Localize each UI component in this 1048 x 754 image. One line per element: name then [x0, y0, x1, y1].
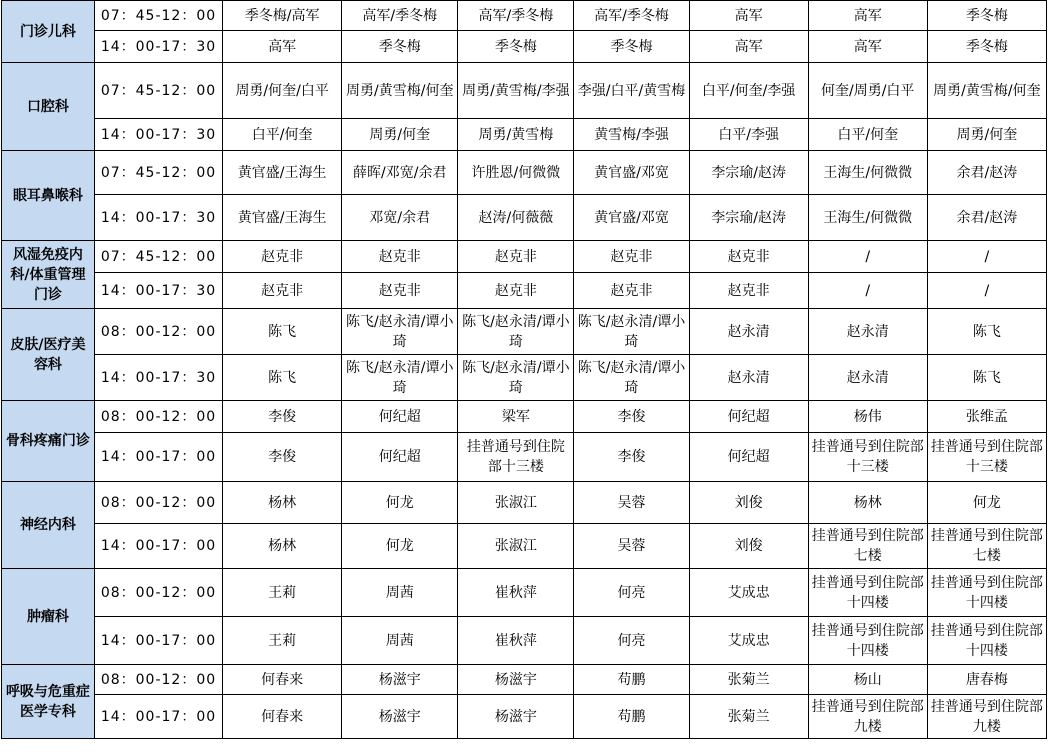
time-slot: 14：00-17：30 — [94, 31, 222, 63]
schedule-row — [2, 1, 1047, 31]
doctor-cell: 何纪超 — [342, 433, 458, 482]
doctor-cell: 陈飞 — [223, 309, 342, 355]
doctor-cell: 何亮 — [574, 617, 689, 665]
doctor-cell: 李俊 — [574, 433, 689, 482]
doctor-cell: 黄官盛/王海生 — [223, 195, 342, 241]
doctor-cell: 杨伟 — [808, 401, 927, 433]
doctor-cell: 何奎/周勇/白平 — [808, 63, 927, 119]
doctor-cell: 杨滋宇 — [458, 695, 574, 739]
time-slot: 07：45-12：00 — [94, 63, 222, 119]
doctor-cell: 季冬梅 — [927, 31, 1046, 63]
doctor-cell: 赵克非 — [458, 273, 574, 309]
doctor-cell: 赵克非 — [574, 273, 689, 309]
doctor-cell: 周勇/何奎 — [342, 119, 458, 151]
doctor-cell: 薛晖/邓宽/余君 — [342, 151, 458, 195]
doctor-cell: 苟鹏 — [574, 695, 689, 739]
doctor-cell: 刘俊 — [689, 482, 808, 524]
doctor-cell: 赵克非 — [689, 241, 808, 273]
schedule-row — [2, 151, 1047, 195]
time-slot: 14：00-17：00 — [94, 617, 222, 665]
doctor-cell: 杨林 — [808, 482, 927, 524]
department-name: 皮肤/医疗美容科 — [2, 309, 95, 401]
time-slot: 08：00-12：00 — [94, 309, 222, 355]
schedule-row — [2, 524, 1047, 569]
time-slot: 08：00-12：00 — [94, 665, 222, 695]
doctor-cell: 高军 — [808, 31, 927, 63]
doctor-cell: 何纪超 — [342, 401, 458, 433]
schedule-row — [2, 273, 1047, 309]
doctor-cell: 赵涛/何薇薇 — [458, 195, 574, 241]
doctor-cell: 李宗瑜/赵涛 — [689, 195, 808, 241]
schedule-row — [2, 433, 1047, 482]
doctor-cell: / — [808, 241, 927, 273]
schedule-table — [1, 0, 1047, 739]
doctor-cell: / — [808, 273, 927, 309]
doctor-cell: 挂普通号到住院部十四楼 — [927, 569, 1046, 617]
doctor-cell: 何纪超 — [689, 433, 808, 482]
doctor-cell: 杨滋宇 — [458, 665, 574, 695]
department-name: 风湿免疫内科/体重管理门诊 — [2, 241, 95, 309]
doctor-cell: 何龙 — [342, 524, 458, 569]
doctor-cell: 李俊 — [574, 401, 689, 433]
doctor-cell: 赵克非 — [342, 273, 458, 309]
doctor-cell: 张菊兰 — [689, 665, 808, 695]
doctor-cell: 季冬梅 — [927, 1, 1046, 31]
doctor-cell: 崔秋萍 — [458, 617, 574, 665]
doctor-cell: 杨林 — [223, 482, 342, 524]
doctor-cell: 李俊 — [223, 401, 342, 433]
doctor-cell: 高军 — [223, 31, 342, 63]
time-slot: 14：00-17：30 — [94, 273, 222, 309]
doctor-cell: 何春来 — [223, 695, 342, 739]
department-name: 骨科疼痛门诊 — [2, 401, 95, 482]
time-slot: 08：00-12：00 — [94, 401, 222, 433]
doctor-cell: 杨滋宇 — [342, 665, 458, 695]
doctor-cell: 许胜恩/何微微 — [458, 151, 574, 195]
time-slot: 08：00-12：00 — [94, 569, 222, 617]
doctor-cell: 余君/赵涛 — [927, 151, 1046, 195]
doctor-cell: 陈飞 — [927, 355, 1046, 401]
doctor-cell: 邓宽/余君 — [342, 195, 458, 241]
doctor-cell: 黄官盛/王海生 — [223, 151, 342, 195]
schedule-row — [2, 665, 1047, 695]
doctor-cell: 挂普通号到住院部十三楼 — [808, 433, 927, 482]
doctor-cell: 挂普通号到住院部九楼 — [808, 695, 927, 739]
doctor-cell: 周茜 — [342, 569, 458, 617]
doctor-cell: / — [927, 241, 1046, 273]
doctor-cell: 陈飞/赵永清/谭小琦 — [342, 355, 458, 401]
doctor-cell: 陈飞 — [927, 309, 1046, 355]
doctor-cell: 艾成忠 — [689, 617, 808, 665]
doctor-cell: 张维孟 — [927, 401, 1046, 433]
schedule-row — [2, 617, 1047, 665]
department-name: 门诊儿科 — [2, 1, 95, 63]
doctor-cell: 挂普通号到住院部十三楼 — [927, 433, 1046, 482]
schedule-row — [2, 695, 1047, 739]
doctor-cell: 王莉 — [223, 569, 342, 617]
doctor-cell: 周勇/黄雪梅/何奎 — [342, 63, 458, 119]
time-slot: 14：00-17：30 — [94, 195, 222, 241]
doctor-cell: 何龙 — [927, 482, 1046, 524]
doctor-cell: 周勇/何奎 — [927, 119, 1046, 151]
schedule-row — [2, 355, 1047, 401]
time-slot: 07：45-12：00 — [94, 241, 222, 273]
department-name: 肿瘤科 — [2, 569, 95, 665]
doctor-cell: 高军/季冬梅 — [458, 1, 574, 31]
time-slot: 07：45-12：00 — [94, 151, 222, 195]
doctor-cell: 赵克非 — [223, 241, 342, 273]
doctor-cell: 陈飞/赵永清/谭小琦 — [574, 309, 689, 355]
doctor-cell: 赵克非 — [689, 273, 808, 309]
doctor-cell: 赵永清 — [808, 309, 927, 355]
schedule-row — [2, 63, 1047, 119]
doctor-cell: 何春来 — [223, 665, 342, 695]
doctor-cell: 杨山 — [808, 665, 927, 695]
doctor-cell: 白平/李强 — [689, 119, 808, 151]
time-slot: 08：00-12：00 — [94, 482, 222, 524]
doctor-cell: 张淑江 — [458, 482, 574, 524]
doctor-cell: 挂普通号到住院部十四楼 — [927, 617, 1046, 665]
doctor-cell: 周勇/黄雪梅/李强 — [458, 63, 574, 119]
doctor-cell: 杨滋宇 — [342, 695, 458, 739]
doctor-cell: 季冬梅 — [342, 31, 458, 63]
doctor-cell: 季冬梅 — [574, 31, 689, 63]
doctor-cell: 挂普通号到住院部七楼 — [808, 524, 927, 569]
schedule-row — [2, 31, 1047, 63]
doctor-cell: 吴蓉 — [574, 482, 689, 524]
doctor-cell: 周勇/黄雪梅 — [458, 119, 574, 151]
doctor-cell: 周勇/何奎/白平 — [223, 63, 342, 119]
doctor-cell: 白平/何奎 — [223, 119, 342, 151]
doctor-cell: 张菊兰 — [689, 695, 808, 739]
time-slot: 14：00-17：00 — [94, 524, 222, 569]
schedule-row — [2, 401, 1047, 433]
doctor-cell: 黄官盛/邓宽 — [574, 195, 689, 241]
doctor-cell: 赵克非 — [342, 241, 458, 273]
doctor-cell: 周茜 — [342, 617, 458, 665]
time-slot: 14：00-17：00 — [94, 433, 222, 482]
doctor-cell: 何亮 — [574, 569, 689, 617]
time-slot: 07：45-12：00 — [94, 1, 222, 31]
doctor-cell: 张淑江 — [458, 524, 574, 569]
doctor-cell: 赵克非 — [458, 241, 574, 273]
doctor-cell: 赵克非 — [223, 273, 342, 309]
time-slot: 14：00-17：30 — [94, 119, 222, 151]
doctor-cell: 白平/何奎/李强 — [689, 63, 808, 119]
department-name: 口腔科 — [2, 63, 95, 151]
doctor-cell: 高军 — [808, 1, 927, 31]
schedule-row — [2, 241, 1047, 273]
doctor-cell: 陈飞 — [223, 355, 342, 401]
doctor-cell: 梁军 — [458, 401, 574, 433]
doctor-cell: 陈飞/赵永清/谭小琦 — [458, 355, 574, 401]
doctor-cell: 王海生/何微微 — [808, 195, 927, 241]
schedule-row — [2, 569, 1047, 617]
doctor-cell: 赵克非 — [574, 241, 689, 273]
doctor-cell: 李强/白平/黄雪梅 — [574, 63, 689, 119]
doctor-cell: 挂普通号到住院部十四楼 — [808, 569, 927, 617]
department-name: 神经内科 — [2, 482, 95, 569]
doctor-cell: / — [927, 273, 1046, 309]
doctor-cell: 陈飞/赵永清/谭小琦 — [342, 309, 458, 355]
doctor-cell: 吴蓉 — [574, 524, 689, 569]
doctor-cell: 陈飞/赵永清/谭小琦 — [574, 355, 689, 401]
doctor-cell: 周勇/黄雪梅/何奎 — [927, 63, 1046, 119]
doctor-cell: 高军 — [689, 1, 808, 31]
doctor-cell: 挂普通号到住院部九楼 — [927, 695, 1046, 739]
doctor-cell: 王莉 — [223, 617, 342, 665]
schedule-row — [2, 195, 1047, 241]
doctor-cell: 唐春梅 — [927, 665, 1046, 695]
doctor-cell: 高军/季冬梅 — [574, 1, 689, 31]
doctor-cell: 刘俊 — [689, 524, 808, 569]
schedule-row — [2, 309, 1047, 355]
doctor-cell: 王海生/何微微 — [808, 151, 927, 195]
doctor-cell: 挂普通号到住院部十四楼 — [808, 617, 927, 665]
doctor-cell: 苟鹏 — [574, 665, 689, 695]
doctor-cell: 杨林 — [223, 524, 342, 569]
doctor-cell: 李宗瑜/赵涛 — [689, 151, 808, 195]
doctor-cell: 季冬梅 — [458, 31, 574, 63]
doctor-cell: 挂普通号到住院部十三楼 — [458, 433, 574, 482]
doctor-cell: 何龙 — [342, 482, 458, 524]
doctor-cell: 黄官盛/邓宽 — [574, 151, 689, 195]
time-slot: 14：00-17：30 — [94, 355, 222, 401]
department-name: 眼耳鼻喉科 — [2, 151, 95, 241]
doctor-cell: 赵永清 — [689, 355, 808, 401]
doctor-cell: 李俊 — [223, 433, 342, 482]
doctor-cell: 崔秋萍 — [458, 569, 574, 617]
doctor-cell: 艾成忠 — [689, 569, 808, 617]
doctor-cell: 赵永清 — [689, 309, 808, 355]
doctor-cell: 余君/赵涛 — [927, 195, 1046, 241]
department-name: 呼吸与危重症医学专科 — [2, 665, 95, 739]
doctor-cell: 白平/何奎 — [808, 119, 927, 151]
doctor-cell: 季冬梅/高军 — [223, 1, 342, 31]
schedule-body — [2, 1, 1047, 739]
schedule-row — [2, 119, 1047, 151]
doctor-cell: 赵永清 — [808, 355, 927, 401]
doctor-cell: 陈飞/赵永清/谭小琦 — [458, 309, 574, 355]
doctor-cell: 何纪超 — [689, 401, 808, 433]
schedule-row — [2, 482, 1047, 524]
doctor-cell: 高军/季冬梅 — [342, 1, 458, 31]
time-slot: 14：00-17：00 — [94, 695, 222, 739]
doctor-cell: 黄雪梅/李强 — [574, 119, 689, 151]
doctor-cell: 高军 — [689, 31, 808, 63]
doctor-cell: 挂普通号到住院部七楼 — [927, 524, 1046, 569]
